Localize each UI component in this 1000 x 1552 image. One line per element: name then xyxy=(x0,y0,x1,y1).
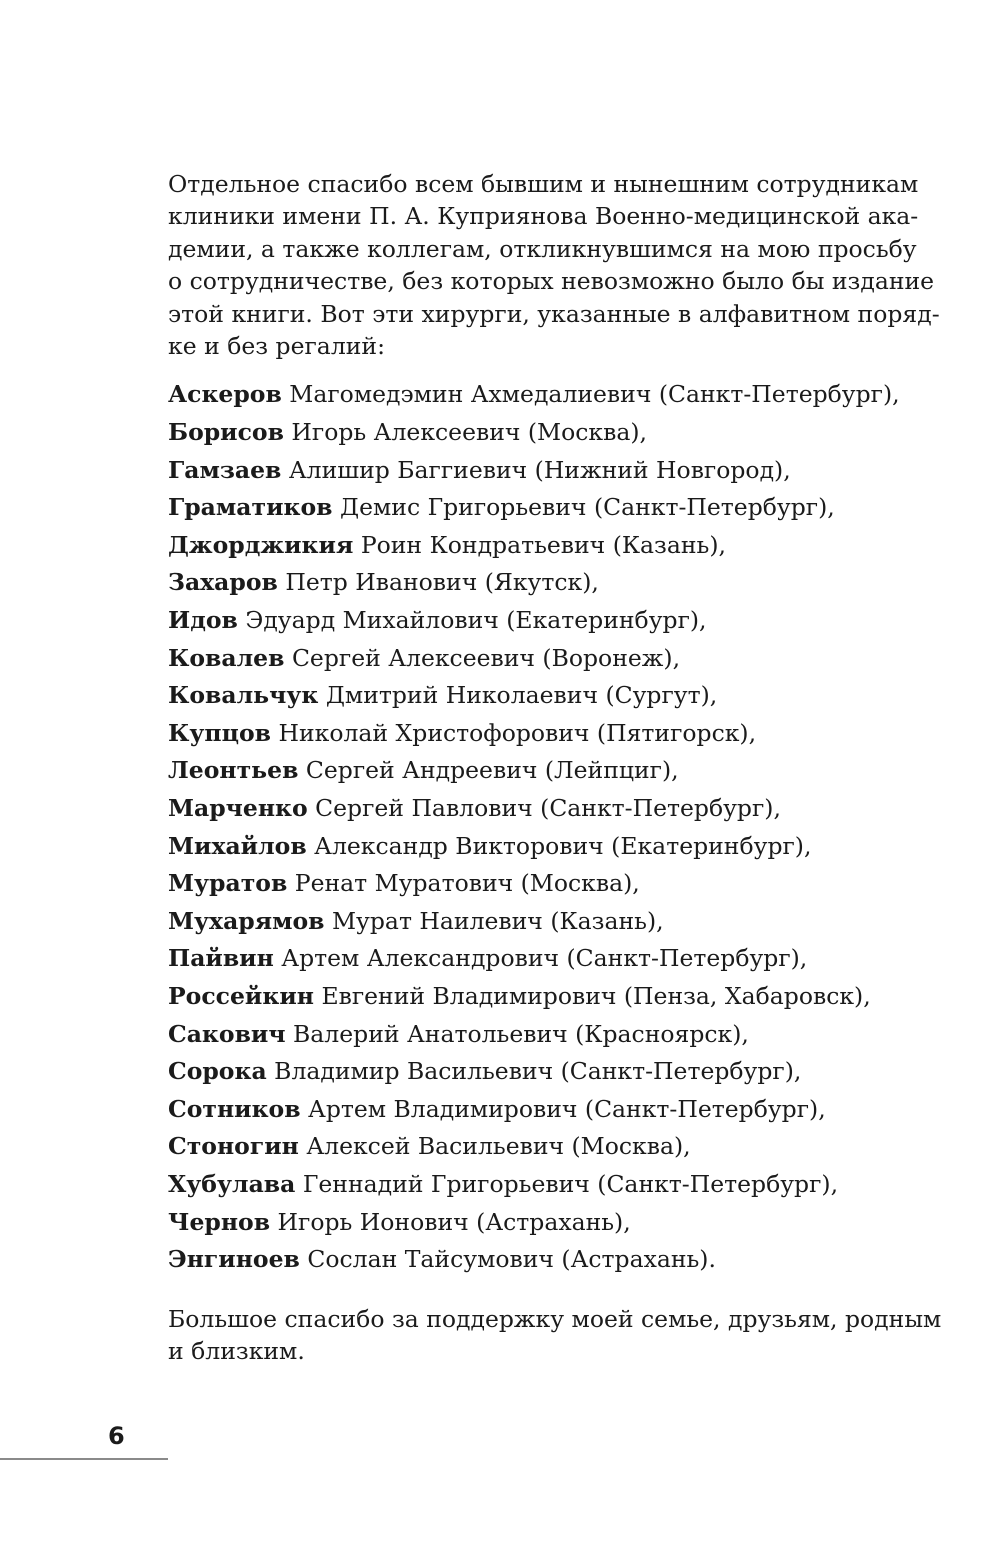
surgeon-surname: Джорджикия xyxy=(168,530,354,559)
surgeon-surname: Пайвин xyxy=(168,944,274,973)
surgeon-details: Артем Владимирович (Санкт-Петербург), xyxy=(308,1094,826,1123)
intro-paragraph xyxy=(168,168,940,362)
surgeon-surname: Ковальчук xyxy=(168,681,319,710)
surgeon-surname: Леонтьев xyxy=(168,756,299,785)
surgeon-surname: Мухарямов xyxy=(168,906,325,935)
intro-line: клиники имени П. А. Куприянова Военно-медицинской ака- xyxy=(168,202,919,231)
surgeon-details: Геннадий Григорьевич (Санкт-Петербург), xyxy=(302,1169,839,1198)
surgeon-entry xyxy=(168,865,908,903)
closing-line: Большое спасибо за поддержку моей семье, друзьям, родным xyxy=(168,1304,942,1333)
surgeon-surname: Идов xyxy=(168,606,238,634)
surgeon-details: Сослан Тайсумович (Астрахань). xyxy=(307,1245,716,1274)
surgeon-entry xyxy=(168,828,908,866)
surgeon-details: Ренат Муратович (Москва), xyxy=(294,869,640,898)
surgeon-entry xyxy=(168,790,908,828)
surgeon-entry xyxy=(168,489,908,527)
surgeon-details: Игорь Ионович (Астрахань), xyxy=(277,1207,631,1236)
surgeon-details: Сергей Павлович (Санкт-Петербург), xyxy=(315,793,781,822)
surgeon-surname: Михайлов xyxy=(168,831,307,860)
surgeon-details: Игорь Алексеевич (Москва), xyxy=(291,418,647,447)
surgeon-entry xyxy=(168,1016,908,1054)
surgeon-surname: Ковалев xyxy=(168,643,285,672)
intro-line: ке и без регалий: xyxy=(168,332,385,361)
surgeon-surname: Аскеров xyxy=(168,380,282,409)
surgeon-details: Мурат Наилевич (Казань), xyxy=(332,906,664,935)
surgeon-entry xyxy=(168,677,908,715)
surgeon-surname: Сакович xyxy=(168,1019,286,1048)
surgeon-details: Алексей Васильевич (Москва), xyxy=(306,1132,691,1161)
closing-paragraph xyxy=(168,1303,942,1368)
surgeon-entry xyxy=(168,1166,908,1204)
surgeon-surname: Гамзаев xyxy=(168,455,282,484)
surgeon-surname: Марченко xyxy=(168,793,308,822)
surgeon-surname: Россейкин xyxy=(168,981,314,1010)
surgeon-surname: Сотников xyxy=(168,1094,301,1123)
surgeon-entry xyxy=(168,414,908,452)
surgeon-details: Магомедэмин Ахмедалиевич (Санкт-Петербург), xyxy=(289,380,900,409)
footer-rule xyxy=(0,1458,168,1460)
surgeon-entry xyxy=(168,903,908,941)
surgeon-surname: Чернов xyxy=(168,1207,271,1236)
intro-line: Отдельное спасибо всем бывшим и нынешним сотрудникам xyxy=(168,170,919,198)
surgeon-entry xyxy=(168,978,908,1016)
surgeon-surname: Хубулава xyxy=(168,1169,296,1198)
intro-line: этой книги. Вот эти хирурги, указанные в алфавитном поряд- xyxy=(168,299,940,328)
surgeon-list xyxy=(168,376,908,1278)
surgeon-entry xyxy=(168,640,908,678)
surgeon-details: Петр Иванович (Якутск), xyxy=(285,568,599,597)
surgeon-entry xyxy=(168,1128,908,1166)
surgeon-details: Эдуард Михайлович (Екатеринбург), xyxy=(245,606,707,634)
surgeon-details: Сергей Андреевич (Лейпциг), xyxy=(305,756,679,785)
surgeon-entry xyxy=(168,1091,908,1129)
surgeon-entry xyxy=(168,752,908,790)
intro-line: о сотрудничестве, без которых невозможно было бы издание xyxy=(168,267,935,296)
closing-line: и близким. xyxy=(168,1337,305,1366)
surgeon-details: Роин Кондратьевич (Казань), xyxy=(360,530,726,559)
surgeon-surname: Купцов xyxy=(168,718,271,747)
surgeon-entry xyxy=(168,376,908,414)
surgeon-details: Николай Христофорович (Пятигорск), xyxy=(278,718,757,747)
surgeon-surname: Энгиноев xyxy=(168,1245,300,1274)
surgeon-entry xyxy=(168,1053,908,1091)
surgeon-entry xyxy=(168,940,908,978)
page-content xyxy=(168,168,942,1368)
surgeon-details: Алишир Баггиевич (Нижний Новгород), xyxy=(288,455,791,484)
surgeon-entry xyxy=(168,452,908,490)
intro-line: демии, а также коллегам, откликнувшимся на мою просьбу xyxy=(168,234,917,263)
surgeon-surname: Муратов xyxy=(168,869,288,898)
page-number: 6 xyxy=(108,1422,125,1450)
surgeon-entry xyxy=(168,602,908,640)
surgeon-details: Дмитрий Николаевич (Сургут), xyxy=(325,681,718,710)
surgeon-surname: Граматиков xyxy=(168,493,333,522)
surgeon-details: Демис Григорьевич (Санкт-Петербург), xyxy=(339,493,835,522)
surgeon-entry xyxy=(168,1241,908,1279)
surgeon-surname: Сорока xyxy=(168,1057,267,1086)
surgeon-details: Александр Викторович (Екатеринбург), xyxy=(314,831,812,860)
surgeon-surname: Борисов xyxy=(168,418,284,447)
surgeon-details: Валерий Анатольевич (Красноярск), xyxy=(293,1019,749,1048)
surgeon-details: Сергей Алексеевич (Воронеж), xyxy=(291,643,681,672)
surgeon-details: Артем Александрович (Санкт-Петербург), xyxy=(281,944,808,973)
surgeon-entry xyxy=(168,1204,908,1242)
surgeon-entry xyxy=(168,715,908,753)
surgeon-surname: Стоногин xyxy=(168,1132,299,1161)
surgeon-entry xyxy=(168,527,908,565)
surgeon-surname: Захаров xyxy=(168,568,278,597)
surgeon-entry xyxy=(168,564,908,602)
surgeon-details: Евгений Владимирович (Пенза, Хабаровск), xyxy=(321,981,871,1010)
surgeon-details: Владимир Васильевич (Санкт-Петербург), xyxy=(274,1057,802,1086)
